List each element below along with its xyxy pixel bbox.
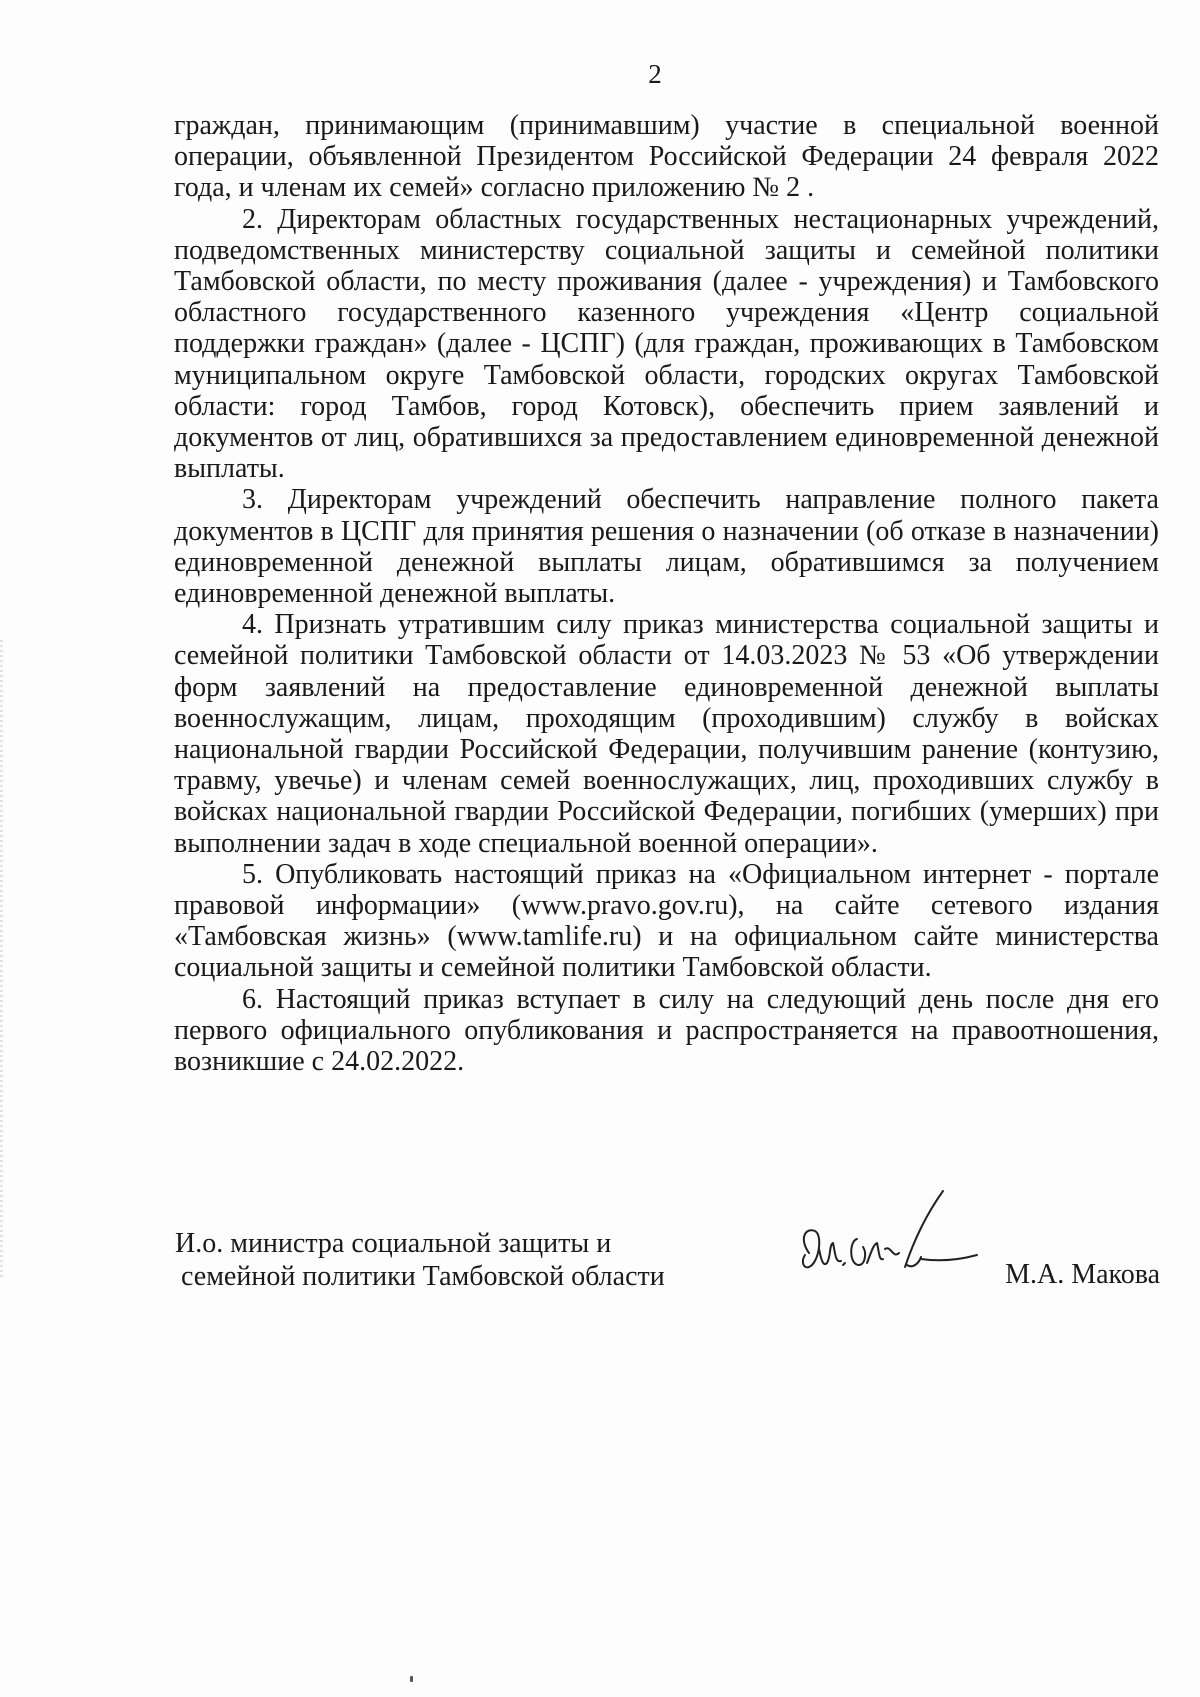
handwritten-signature (795, 1179, 985, 1299)
signature-block (175, 1227, 1160, 1307)
page-number: 2 (648, 59, 662, 89)
paragraph-item-2: 2. Директорам областных государственных нестационарных учреждений, подведомственных министерству социальной защиты и семейной политики Тамбовской области, по месту проживания (далее - учреждения) и Тамбовского областного государственного казенного учреждения «Центр социальной поддержки граждан» (далее - ЦСПГ) (для граждан, проживающих в Тамбовском муниципальном округе Тамбовской области, городских округах Тамбовской области: город Тамбов, город Котовск), обеспечить прием заявлений и документов от лиц, обратившихся за предоставлением единовременной денежной выплаты. (174, 203, 1159, 485)
paragraph-item-6: 6. Настоящий приказ вступает в силу на следующий день после дня его первого официального опубликования и распространяется на правоотношения, возникшие с 24.02.2022. (174, 983, 1159, 1078)
scan-dot-artifact (410, 1676, 413, 1682)
signer-name: М.А. Макова (1005, 1259, 1160, 1290)
paragraph-continuation: граждан, принимающим (принимавшим) участие в специальной военной операции, объявленной Президентом Российской Федерации 24 февраля 2022 года, и членам их семей» согласно приложению № 2 . (174, 110, 1159, 204)
signer-title-line-1: И.о. министра социальной защиты и (175, 1228, 612, 1259)
scan-edge-artifact (0, 640, 3, 1280)
paragraph-item-3: 3. Директорам учреждений обеспечить направление полного пакета документов в ЦСПГ для принятия решения о назначении (об отказе в назначении) единовременной денежной выплаты лицам, обратившимся за получением единовременной денежной выплаты. (174, 484, 1159, 610)
signer-title-line-2: семейной политики Тамбовской области (181, 1261, 665, 1292)
paragraph-item-5: 5. Опубликовать настоящий приказ на «Официальном интернет - портале правовой информации» (www.pravo.gov.ru), на сайте сетевого издания «Тамбовская жизнь» (www.tamlife.ru) и на официальном сайте министерства социальной защиты и семейной политики Тамбовской области. (174, 858, 1159, 984)
document-body (174, 110, 1159, 1077)
paragraph-item-4: 4. Признать утратившим силу приказ министерства социальной защиты и семейной политики Тамбовской области от 14.03.2023 № 53 «Об утверждении форм заявлений на предоставление единовременной денежной выплаты военнослужащим, лицам, проходящим (проходившим) службу в войсках национальной гвардии Российской Федерации, получившим ранение (контузию, травму, увечье) и членам семей военнослужащих, лиц, проходивших службу в войсках национальной гвардии Российской Федерации, погибших (умерших) при выполнении задач в ходе специальной военной операции». (174, 609, 1159, 859)
signer-title (175, 1227, 735, 1293)
